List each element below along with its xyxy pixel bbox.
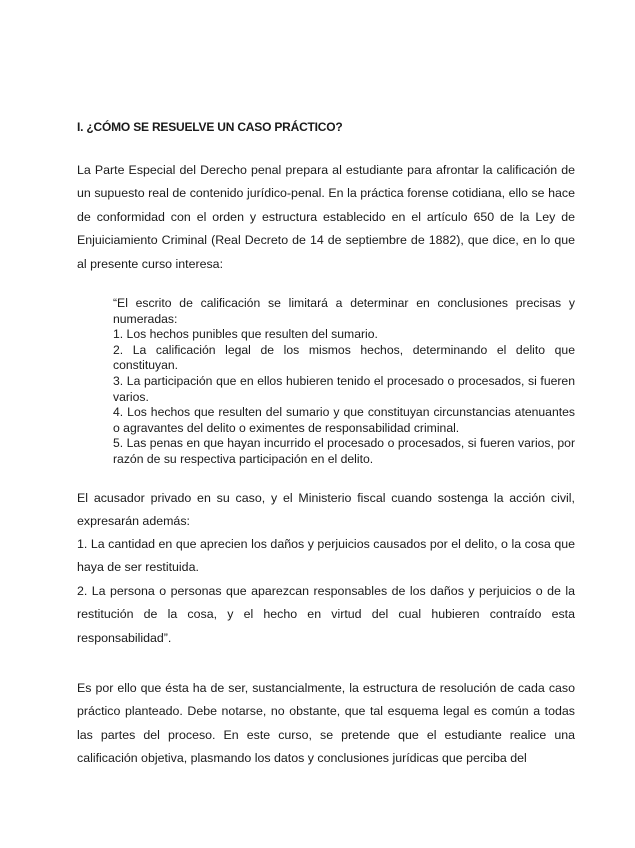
legal-quote — [113, 296, 575, 468]
quote-item: 3. La participación que en ellos hubieren tenido el procesado o procesados, si fueren varios. — [113, 373, 575, 404]
structure-paragraph: Es por ello que ésta ha de ser, sustancialmente, la estructura de resolución de cada caso práctico planteado. Debe notarse, no obstante, que tal esquema legal es común a todas las partes del proceso. En este curso, se pretende que el estudiante realice una calificación objetiva, plasmando los datos y conclusiones jurídicas que perciba del — [77, 681, 575, 766]
civil-item: 2. La persona o personas que aparezcan responsables de los daños y perjuicios o de la restitución de la cosa, y el hecho en virtud del cual hubieren contraído esta responsabilidad”. — [77, 584, 575, 645]
intro-paragraph: La Parte Especial del Derecho penal prepara al estudiante para afrontar la calificación de un supuesto real de contenido jurídico-penal. En la práctica forense cotidiana, ello se hace de conformidad con el orden y estructura establecido en el artículo 650 de la Ley de Enjuiciamiento Criminal (Real Decreto de 14 de septiembre de 1882), que dice, en lo que al presente curso interesa: — [77, 163, 575, 271]
quote-item: 4. Los hechos que resulten del sumario y que constituyan circunstancias atenuantes o agravantes del delito o eximentes de responsabilidad criminal. — [113, 405, 575, 435]
quote-intro: “El escrito de calificación se limitará a determinar en conclusiones precisas y numeradas: — [113, 296, 575, 326]
quote-item: 2. La calificación legal de los mismos hechos, determinando el delito que constituyan. — [113, 342, 575, 373]
quote-item: 5. Las penas en que hayan incurrido el procesado o procesados, si fueren varios, por razón de su respectiva participación en el delito. — [113, 436, 575, 466]
quote-item: 1. Los hechos punibles que resulten del sumario. — [113, 327, 378, 342]
civil-action-paragraph: El acusador privado en su caso, y el Ministerio fiscal cuando sostenga la acción civil, expresarán además: — [77, 491, 575, 529]
section-heading: I. ¿CÓMO SE RESUELVE UN CASO PRÁCTICO? — [77, 120, 343, 134]
civil-item: 1. La cantidad en que aprecien los daños y perjuicios causados por el delito, o la cosa que haya de ser restituida. — [77, 537, 575, 575]
